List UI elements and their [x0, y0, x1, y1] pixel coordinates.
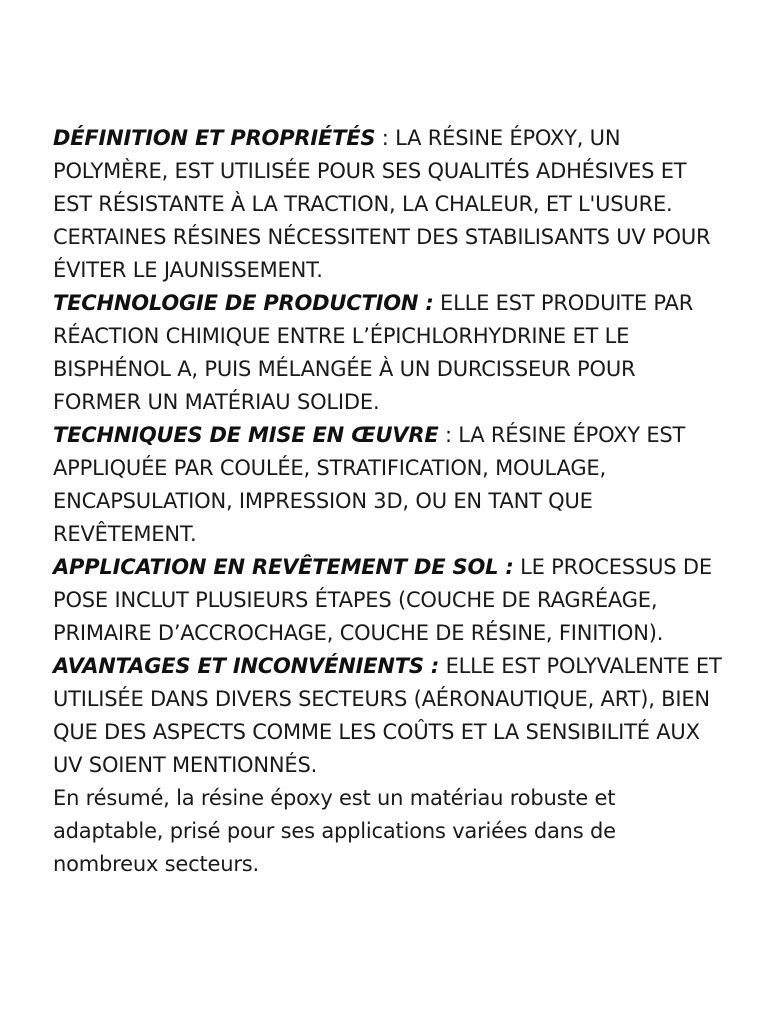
section-definition	[53, 122, 723, 287]
section-floor-coating	[53, 551, 723, 650]
section-text: ELLE EST PRODUITE PAR RÉACTION CHIMIQUE ENTRE L’ÉPICHLORHYDRINE ET LE BISPHÉNOL A, PUIS MÉLANGÉE À UN DURCISSEUR POUR FORMER UN MATÉRIAU SOLIDE.	[53, 291, 694, 414]
section-text: : LA RÉSINE ÉPOXY, UN POLYMÈRE, EST UTILISÉE POUR SES QUALITÉS ADHÉSIVES ET EST RÉSISTANTE À LA TRACTION, LA CHALEUR, ET L'USURE. CERTAINES RÉSINES NÉCESSITENT DES STABILISANTS UV POUR ÉVITER LE JAUNISSEMENT.	[53, 126, 711, 282]
section-heading: TECHNIQUES DE MISE EN ŒUVRE	[53, 423, 439, 447]
section-text: : LA RÉSINE ÉPOXY EST APPLIQUÉE PAR COULÉE, STRATIFICATION, MOULAGE, ENCAPSULATION, IMPRESSION 3D, OU EN TANT QUE REVÊTEMENT.	[53, 423, 686, 546]
summary-paragraph: En résumé, la résine époxy est un matériau robuste et adaptable, prisé pour ses applications variées dans de nombreux secteurs.	[53, 786, 616, 876]
section-pros-cons	[53, 650, 723, 782]
section-heading: AVANTAGES ET INCONVÉNIENTS :	[53, 654, 440, 678]
section-heading: DÉFINITION ET PROPRIÉTÉS	[53, 126, 376, 150]
section-production	[53, 287, 723, 419]
section-text: LE PROCESSUS DE POSE INCLUT PLUSIEURS ÉTAPES (COUCHE DE RAGRÉAGE, PRIMAIRE D’ACCROCHAGE, COUCHE DE RÉSINE, FINITION).	[53, 555, 712, 645]
section-techniques	[53, 419, 723, 551]
section-heading: TECHNOLOGIE DE PRODUCTION :	[53, 291, 434, 315]
section-heading: APPLICATION EN REVÊTEMENT DE SOL :	[53, 555, 514, 579]
section-text: ELLE EST POLYVALENTE ET UTILISÉE DANS DIVERS SECTEURS (AÉRONAUTIQUE, ART), BIEN QUE DES ASPECTS COMME LES COÛTS ET LA SENSIBILITÉ AUX UV SOIENT MENTIONNÉS.	[53, 654, 722, 777]
document-body	[53, 122, 723, 881]
